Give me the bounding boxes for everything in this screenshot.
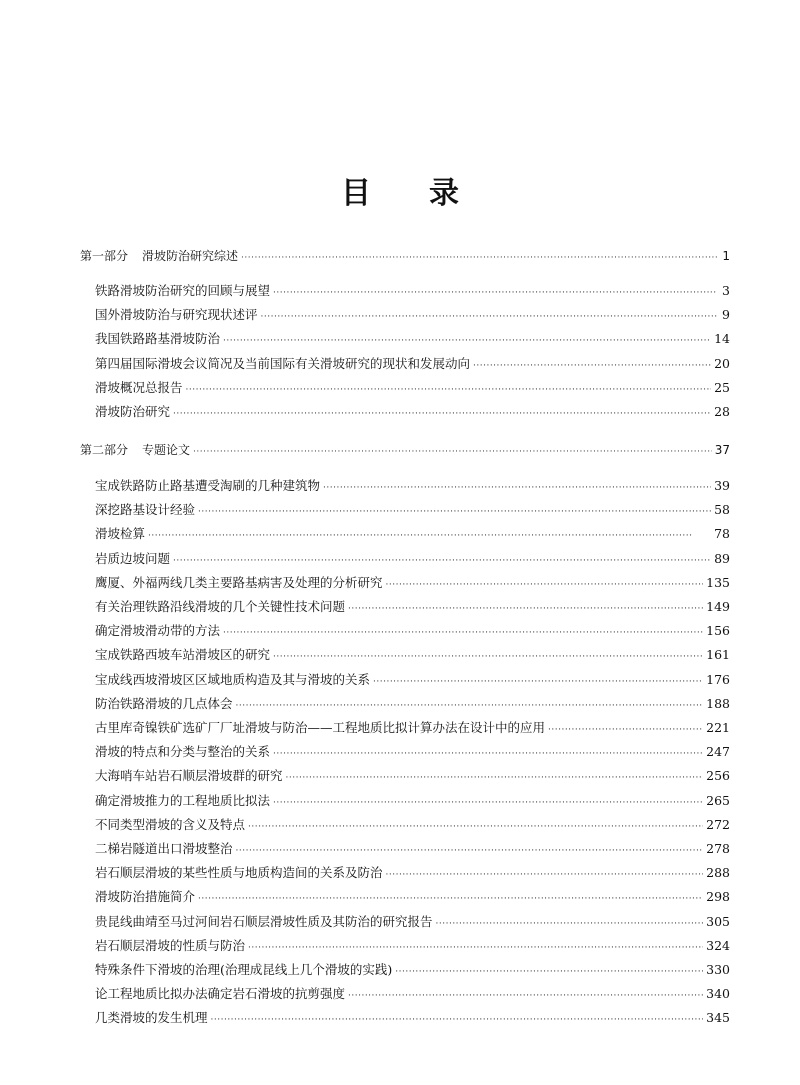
dot-leader <box>193 442 712 462</box>
dot-leader <box>286 768 704 788</box>
dot-leader <box>273 283 717 303</box>
toc-page-number: 278 <box>706 841 730 856</box>
dot-leader <box>186 380 712 400</box>
dot-leader <box>473 356 711 376</box>
toc-part-title: 专题论文 <box>142 443 191 457</box>
toc-entry <box>95 1008 730 1028</box>
toc-page-number: 272 <box>706 816 730 832</box>
toc-page-number: 39 <box>714 478 730 493</box>
toc-entry <box>95 329 730 349</box>
toc-page-number: 25 <box>714 379 730 395</box>
dot-leader <box>148 526 711 546</box>
toc-entry-title: 滑坡防治研究 <box>95 404 171 419</box>
toc-entry <box>95 354 730 374</box>
dot-leader <box>198 502 711 522</box>
toc-part-heading <box>80 440 190 460</box>
dot-leader <box>395 962 703 982</box>
toc-entry-title: 几类滑坡的发生机理 <box>95 1010 208 1026</box>
dot-leader <box>236 696 704 716</box>
dot-leader <box>348 986 703 1006</box>
toc-page-number: 324 <box>706 937 730 953</box>
toc-entry-title: 大海哨车站岩石顺层滑坡群的研究 <box>95 768 283 784</box>
toc-page-number: 14 <box>714 331 730 347</box>
toc-page-number: 89 <box>714 550 730 566</box>
dot-leader <box>248 938 703 958</box>
toc-entry <box>95 549 730 569</box>
toc-entry-title: 鹰厦、外福两线几类主要路基病害及处理的分析研究 <box>95 574 383 590</box>
toc-entry <box>95 670 730 690</box>
dot-leader <box>198 889 703 909</box>
toc-entry-title: 滑坡概况总报告 <box>95 379 183 395</box>
page-title <box>0 168 800 212</box>
toc-entry-title: 特殊条件下滑坡的治理(治理成昆线上几个滑坡的实践) <box>95 962 393 977</box>
toc-entry-title: 国外滑坡防治与研究现状述评 <box>95 307 258 323</box>
dot-leader <box>273 744 703 764</box>
toc-entry <box>95 766 730 786</box>
toc-page-number: 188 <box>706 695 730 711</box>
toc-entry <box>95 887 730 907</box>
dot-leader <box>548 720 703 740</box>
toc-entry-title: 宝成铁路防止路基遭受淘刷的几种建筑物 <box>95 478 321 493</box>
toc-entry <box>95 960 730 980</box>
toc-page-number: 345 <box>706 1010 730 1026</box>
toc-entry-title: 岩质边坡问题 <box>95 550 171 566</box>
dot-leader <box>223 623 703 643</box>
dot-leader <box>211 1010 704 1030</box>
title-char: 目 <box>341 176 371 211</box>
toc-entry <box>95 815 730 835</box>
toc-entry-title: 岩石顺层滑坡的某些性质与地质构造间的关系及防治 <box>95 865 383 881</box>
toc-entry <box>95 597 730 617</box>
toc-page-number: 340 <box>706 986 730 1002</box>
toc-entry <box>95 524 730 544</box>
dot-leader <box>261 307 717 327</box>
toc-entry <box>95 839 730 859</box>
toc-entry <box>95 936 730 956</box>
toc-entry-title: 滑坡检算 <box>95 526 146 542</box>
toc-entry-title: 论工程地质比拟办法确定岩石滑坡的抗剪强度 <box>95 986 346 1002</box>
dot-leader <box>386 865 704 885</box>
toc-page-number: 1 <box>722 249 730 263</box>
toc-entry <box>95 573 730 593</box>
toc-page-number: 149 <box>706 599 730 614</box>
toc-entry <box>95 305 730 325</box>
toc-entry-title: 贵昆线曲靖至马过河间岩石顺层滑坡性质及其防治的研究报告 <box>95 913 433 929</box>
toc-entry <box>95 621 730 641</box>
toc-entry <box>95 500 730 520</box>
toc-page-number: 298 <box>706 889 730 905</box>
toc-entry-title: 确定滑坡推力的工程地质比拟法 <box>95 792 271 808</box>
toc-page-number: 37 <box>714 443 730 457</box>
toc-entry-title: 第四届国际滑坡会议简况及当前国际有关滑坡研究的现状和发展动向 <box>95 355 471 371</box>
toc-entry-title: 滑坡的特点和分类与整治的关系 <box>95 744 271 760</box>
toc-entry <box>95 791 730 811</box>
toc-page-number: 135 <box>706 574 730 590</box>
toc-entry-title: 有关治理铁路沿线滑坡的几个关键性技术问题 <box>95 599 346 614</box>
toc-page-number: 58 <box>714 502 730 518</box>
toc-entry-title: 岩石顺层滑坡的性质与防治 <box>95 937 246 953</box>
title-char: 录 <box>429 176 459 211</box>
toc-page-number: 156 <box>706 623 730 639</box>
toc-entry <box>95 281 730 301</box>
dot-leader <box>241 248 717 268</box>
toc-entry-title: 宝成铁路西坡车站滑坡区的研究 <box>95 647 271 663</box>
dot-leader <box>173 551 711 571</box>
toc-entry-title: 深挖路基设计经验 <box>95 502 196 518</box>
dot-leader <box>273 647 703 667</box>
toc-entry <box>95 476 730 496</box>
dot-leader <box>386 575 704 595</box>
toc-entry-title: 滑坡防治措施简介 <box>95 889 196 905</box>
toc-entry-title: 确定滑坡滑动带的方法 <box>95 623 221 639</box>
toc-entry <box>95 984 730 1004</box>
toc-page-number: 20 <box>714 355 730 371</box>
toc-part-title: 滑坡防治研究综述 <box>142 249 239 263</box>
toc-entry <box>95 645 730 665</box>
toc-page-number: 247 <box>706 744 730 760</box>
toc-part-row <box>80 440 730 460</box>
toc-page-number: 330 <box>706 962 730 977</box>
toc-page-number: 221 <box>706 720 730 735</box>
toc-entry <box>95 742 730 762</box>
dot-leader <box>373 672 703 692</box>
toc-entry-title: 不同类型滑坡的含义及特点 <box>95 816 246 832</box>
dot-leader <box>236 841 704 861</box>
toc-page-number: 265 <box>706 792 730 808</box>
toc-entry-title: 我国铁路路基滑坡防治 <box>95 331 221 347</box>
toc-entry-title: 宝成线西坡滑坡区区域地质构造及其与滑坡的关系 <box>95 671 371 687</box>
dot-leader <box>273 793 703 813</box>
toc-entry <box>95 694 730 714</box>
toc-entry <box>95 718 730 738</box>
toc-page-number: 256 <box>706 768 730 784</box>
toc-page-number: 161 <box>706 647 730 663</box>
toc-entry-title: 防治铁路滑坡的几点体会 <box>95 695 233 711</box>
toc-page-number: 288 <box>706 865 730 881</box>
toc-part-label: 第二部分 <box>80 443 129 457</box>
toc-entry-title: 二梯岩隧道出口滑坡整治 <box>95 841 233 856</box>
toc-page-number: 176 <box>706 671 730 687</box>
dot-leader <box>223 331 711 351</box>
dot-leader <box>436 914 704 934</box>
toc-entry <box>95 863 730 883</box>
toc-entry <box>95 912 730 932</box>
toc-page-number: 28 <box>714 404 730 419</box>
toc-page-number: 78 <box>714 526 730 542</box>
toc-entry <box>95 402 730 422</box>
toc-entry <box>95 378 730 398</box>
toc-part-label: 第一部分 <box>80 249 129 263</box>
dot-leader <box>348 599 703 619</box>
toc-part-row <box>80 246 730 266</box>
toc-entry-title: 古里库奇镍铁矿选矿厂厂址滑坡与防治——工程地质比拟计算办法在设计中的应用 <box>95 720 546 735</box>
toc-entry-title: 铁路滑坡防治研究的回顾与展望 <box>95 283 271 298</box>
dot-leader <box>248 817 703 837</box>
toc-part-heading <box>80 246 238 266</box>
toc-page-number: 9 <box>722 307 730 323</box>
toc-page-number: 305 <box>706 913 730 929</box>
toc-page-number: 3 <box>722 283 730 298</box>
dot-leader <box>173 404 711 424</box>
dot-leader <box>323 478 711 498</box>
